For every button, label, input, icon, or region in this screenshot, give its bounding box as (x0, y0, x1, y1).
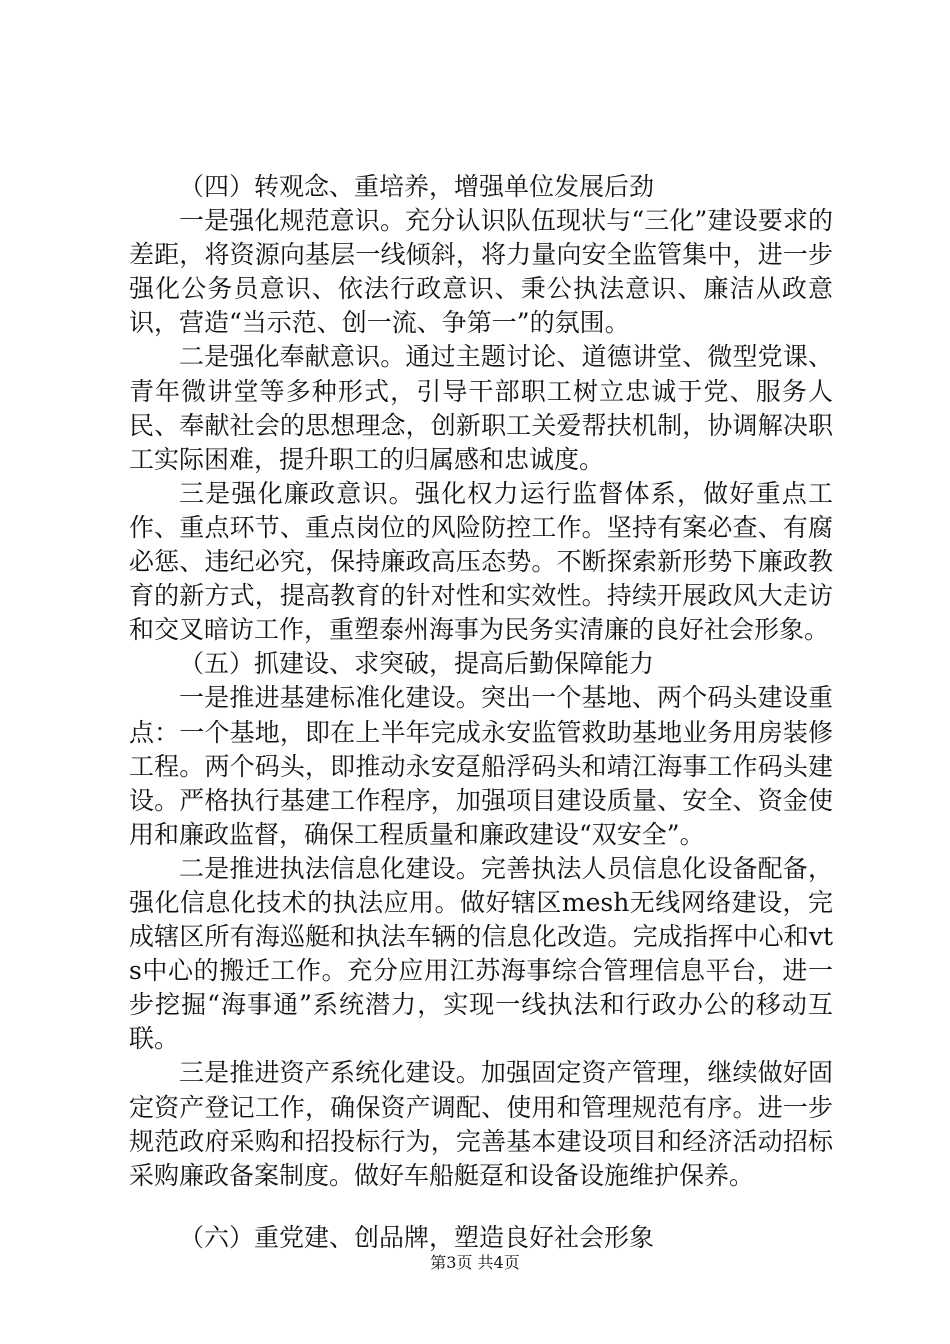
page-footer: 第3页 共4页 (430, 1253, 520, 1272)
paragraph-integrity-awareness: 三是强化廉政意识。强化权力运行监督体系，做好重点工作、重点环节、重点岗位的风险防控工作。坚持有案必查、有腐必惩、违纪必究，保持廉政高压态势。不断探索新形势下廉政教育的新方式，提高教育的针对性和实效性。持续开展政风大走访和交叉暗访工作，重塑泰州海事为民务实清廉的良好社会形象。 (129, 478, 833, 645)
section-heading-4: （四）转观念、重培养，增强单位发展后劲 (179, 172, 655, 201)
section-heading-6: （六）重党建、创品牌，塑造良好社会形象 (179, 1222, 655, 1252)
paragraph-informatization: 二是推进执法信息化建设。完善执法人员信息化设备配备，强化信息化技术的执法应用。做好辖区mesh无线网络建设，完成辖区所有海巡艇和执法车辆的信息化改造。完成指挥中心和vts中心的搬迁工作。充分应用江苏海事综合管理信息平台，进一步挖掘“海事通”系统潜力，实现一线执法和行政办公的移动互联。 (129, 853, 833, 1054)
document-body (129, 170, 833, 1255)
paragraph-infrastructure: 一是推进基建标准化建设。突出一个基地、两个码头建设重点：一个基地，即在上半年完成永安监管救助基地业务用房装修工程。两个码头，即推动永安趸船浮码头和靖江海事工作码头建设。严格执行基建工作程序，加强项目建设质量、安全、资金使用和廉政监督，确保工程质量和廉政建设“双安全”。 (129, 683, 833, 849)
paragraph-discipline-awareness: 一是强化规范意识。充分认识队伍现状与“三化”建设要求的差距，将资源向基层一线倾斜，将力量向安全监管集中，进一步强化公务员意识、依法行政意识、秉公执法意识、廉洁从政意识，营造“当示范、创一流、争第一”的氛围。 (129, 206, 833, 338)
paragraph-dedication-awareness: 二是强化奉献意识。通过主题讨论、道德讲堂、微型党课、青年微讲堂等多种形式，引导干部职工树立忠诚于党、服务人民、奉献社会的思想理念，创新职工关爱帮扶机制，协调解决职工实际困难，提升职工的归属感和忠诚度。 (129, 342, 833, 474)
section-heading-5: （五）抓建设、求突破，提高后勤保障能力 (179, 649, 655, 679)
paragraph-asset-management: 三是推进资产系统化建设。加强固定资产管理，继续做好固定资产登记工作，确保资产调配、使用和管理规范有序。进一步规范政府采购和招投标行为，完善基本建设项目和经济活动招标采购廉政备案制度。做好车船艇趸和设备设施维护保养。 (129, 1058, 833, 1190)
